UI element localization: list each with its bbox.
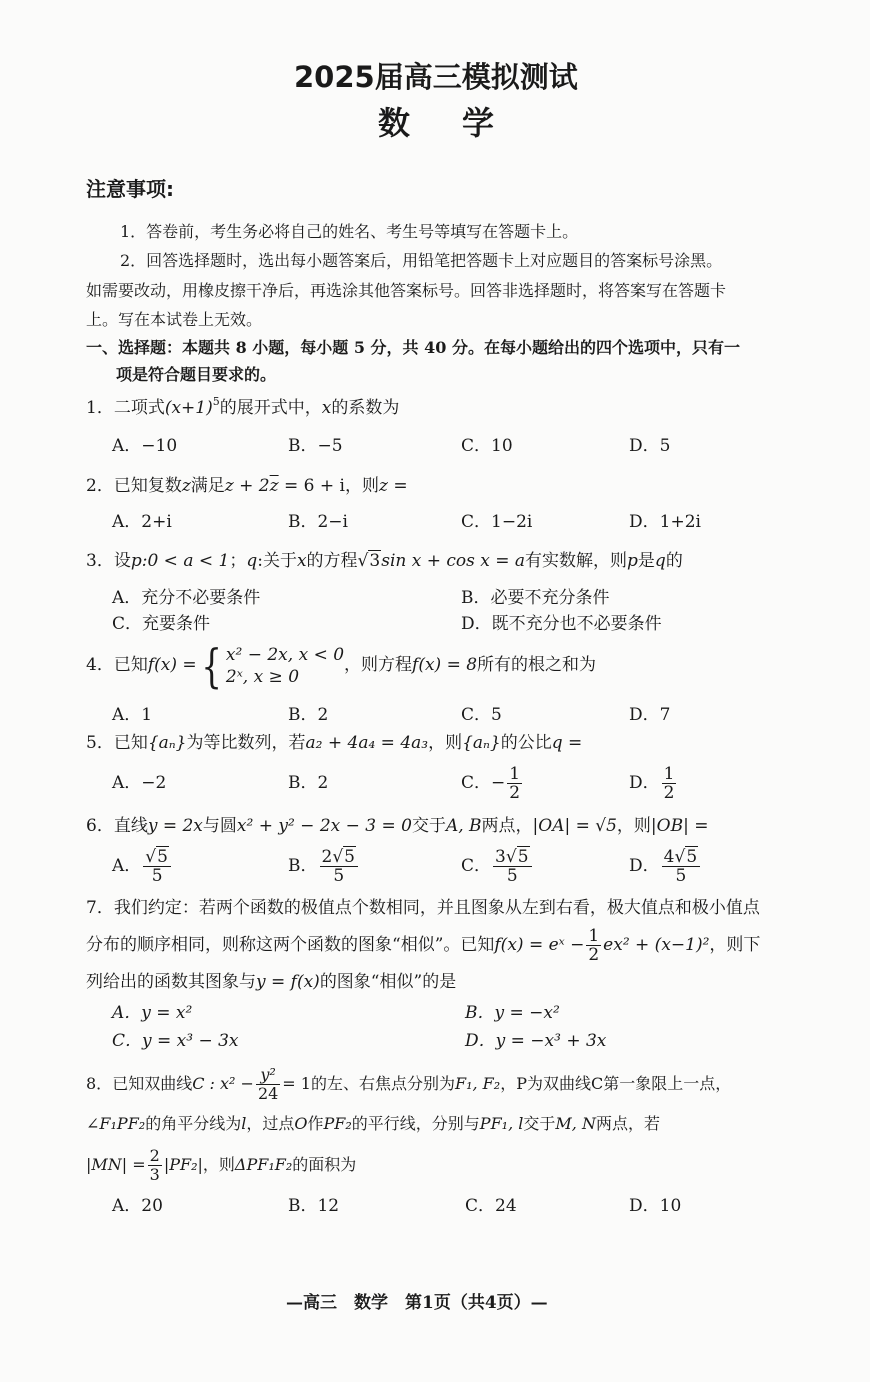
q6-mid3: 两点， bbox=[481, 816, 533, 836]
q4-fx: f(x) = bbox=[147, 655, 197, 675]
q2-option-a: A．2+i bbox=[112, 512, 172, 532]
q3-option-d: D．既不充分也不必要条件 bbox=[461, 614, 662, 634]
q6-circle: x² + y² − 2x − 3 = 0 bbox=[236, 816, 412, 836]
q8-l2-pf1: PF₁, l bbox=[479, 1114, 524, 1133]
q1-option-d: D．5 bbox=[629, 436, 671, 456]
q8-option-b: B．12 bbox=[288, 1196, 340, 1216]
q5-d-num: 1 bbox=[663, 764, 675, 784]
q4-option-c: C．5 bbox=[461, 705, 502, 725]
q2-expr-a: z + 2 bbox=[224, 476, 270, 496]
q2-var: z bbox=[181, 476, 191, 496]
notice-item-2-line1: 2．回答选择题时，选出每小题答案后，用铅笔把答题卡上对应题目的答案标号涂黑。 bbox=[120, 251, 723, 270]
q6-mid2: 交于 bbox=[411, 816, 446, 836]
q7-line2-post: ，则下 bbox=[709, 935, 761, 955]
q8-l2-mid4: 的平行线，分别与 bbox=[351, 1114, 480, 1133]
q2-mid: 满足 bbox=[190, 476, 225, 496]
q5-option-b: B．2 bbox=[288, 773, 329, 793]
question-7-line2 bbox=[86, 925, 760, 965]
q8-l3-mn: |MN| = bbox=[86, 1155, 146, 1174]
q5-mid: 为等比数列，若 bbox=[186, 733, 306, 753]
q6-number: 6． bbox=[86, 816, 114, 836]
q8-l3-tri: ΔPF₁F₂ bbox=[234, 1155, 293, 1174]
q4-eq: f(x) = 8 bbox=[412, 655, 478, 675]
q6-b-coef: 2 bbox=[321, 847, 333, 867]
q6-c-den: 5 bbox=[506, 866, 518, 886]
q8-l3-post: ，则 bbox=[202, 1155, 235, 1174]
q2-zbar: $\overline{z}$ bbox=[269, 476, 279, 496]
q6-a-den: 5 bbox=[151, 866, 163, 886]
q6-d-coef: 4 bbox=[663, 847, 675, 867]
q8-option-a: A．20 bbox=[112, 1196, 163, 1216]
q3-text6: 的 bbox=[665, 551, 683, 571]
q8-l2-o: O bbox=[294, 1114, 308, 1133]
question-8-line2 bbox=[86, 1114, 660, 1134]
q5-d-den: 2 bbox=[663, 783, 675, 803]
q2-option-b: B．2−i bbox=[288, 512, 348, 532]
exam-title: 2025届高三模拟测试 bbox=[294, 60, 578, 94]
q7-fx-post: ex² + (x−1)² bbox=[603, 935, 710, 955]
q5-post: 的公比 bbox=[500, 733, 552, 753]
q8-l1-c: C : x² − bbox=[192, 1074, 254, 1093]
q6-option-a bbox=[112, 846, 173, 886]
q3-text2: :关于 bbox=[257, 551, 297, 571]
q1-post: 的系数为 bbox=[331, 398, 400, 418]
q6-option-b bbox=[288, 846, 360, 886]
q6-d-rad: 5 bbox=[686, 847, 698, 867]
question-4 bbox=[86, 638, 597, 693]
q5-c-fraction bbox=[507, 765, 522, 802]
q5-mid2: ，则 bbox=[428, 733, 463, 753]
q8-l1-num: y² bbox=[256, 1066, 280, 1085]
q6-pre: 直线 bbox=[113, 816, 148, 836]
q6-d-den: 5 bbox=[675, 866, 687, 886]
q8-l2-mn: M, N bbox=[555, 1114, 596, 1133]
q2-number: 2． bbox=[86, 476, 114, 496]
q4-option-d: D．7 bbox=[629, 705, 671, 725]
question-7-line1 bbox=[86, 898, 760, 918]
q1-exp: 5 bbox=[212, 395, 220, 408]
q3-text1: 设 bbox=[113, 551, 131, 571]
q1-expr: (x+1) bbox=[164, 398, 213, 418]
q7-line3-eq: y = f(x) bbox=[256, 972, 320, 992]
q6-d-fraction bbox=[662, 848, 701, 885]
q5-c-num: 1 bbox=[509, 764, 521, 784]
question-5 bbox=[86, 733, 582, 753]
q7-number: 7． bbox=[86, 898, 114, 918]
q3-sep: ； bbox=[229, 551, 247, 571]
q2-expr-b: = 6 + i bbox=[278, 476, 345, 496]
q7-line2-pre: 分布的顺序相同，则称这两个函数的图象“相似”。已知 bbox=[86, 935, 495, 955]
q2-pre: 已知复数 bbox=[113, 476, 182, 496]
q6-c-fraction bbox=[493, 848, 532, 885]
q3-cond: :0 < a < 1 bbox=[141, 551, 230, 571]
q3-text4: 有实数解，则 bbox=[525, 551, 628, 571]
q8-l3-fraction bbox=[148, 1147, 162, 1184]
q7-line1: 我们约定：若两个函数的极值点个数相同，并且图象从左到右看，极大值点和极小值点 bbox=[113, 898, 760, 918]
q5-number: 5． bbox=[86, 733, 114, 753]
q6-option-d bbox=[629, 846, 702, 886]
q3-x: x bbox=[296, 551, 307, 571]
q1-pre: 二项式 bbox=[113, 398, 165, 418]
q5-option-a: A．−2 bbox=[112, 773, 167, 793]
q4-mid: ，则方程 bbox=[344, 655, 413, 675]
q5-seq: {aₙ} bbox=[147, 733, 187, 753]
q5-d-fraction bbox=[662, 765, 677, 802]
q6-oa: |OA| = √5 bbox=[532, 816, 617, 836]
q6-b-fraction bbox=[320, 848, 359, 885]
q8-l2-l: l bbox=[241, 1114, 247, 1133]
q6-post: ，则 bbox=[616, 816, 651, 836]
q3-p: p bbox=[130, 551, 142, 571]
q2-tail: z = bbox=[378, 476, 408, 496]
q2-option-d: D．1+2i bbox=[629, 512, 701, 532]
q7-option-c: C．y = x³ − 3x bbox=[112, 1031, 239, 1051]
q5-option-c bbox=[461, 763, 524, 803]
q7-option-b: B．y = −x² bbox=[465, 1003, 560, 1023]
q4-case-2: 2ˣ, x ≥ 0 bbox=[225, 666, 300, 687]
q8-l1-den: 24 bbox=[257, 1084, 279, 1103]
q1-var: x bbox=[321, 398, 332, 418]
q7-line3-pre: 列给出的函数其图象与 bbox=[86, 972, 256, 992]
q3-option-a: A．充分不必要条件 bbox=[112, 588, 261, 608]
q8-l2-mid5: 交于 bbox=[523, 1114, 556, 1133]
q6-b-num: 2√5 bbox=[320, 848, 359, 867]
q7-fx-num: 1 bbox=[588, 926, 600, 946]
q1-number: 1． bbox=[86, 398, 114, 418]
q4-post: 所有的根之和为 bbox=[477, 655, 597, 675]
q4-number: 4． bbox=[86, 655, 114, 675]
q8-l1-f: F₁, F₂ bbox=[454, 1074, 501, 1093]
q8-l3-tail: 的面积为 bbox=[292, 1155, 357, 1174]
q6-mid: 与圆 bbox=[202, 816, 237, 836]
q3-number: 3． bbox=[86, 551, 114, 571]
q4-brace: { bbox=[201, 638, 222, 693]
q8-l3-pf: |PF₂| bbox=[163, 1155, 203, 1174]
q7-fx-den: 2 bbox=[588, 945, 600, 965]
q8-l3-num: 2 bbox=[149, 1146, 160, 1165]
notice-heading: 注意事项: bbox=[86, 177, 174, 201]
q6-a-num: √5 bbox=[143, 848, 171, 867]
q3-eq: sin x + cos x = a bbox=[381, 551, 526, 571]
q3-sqrt: 3 bbox=[369, 551, 381, 571]
q3-option-b: B．必要不充分条件 bbox=[461, 588, 610, 608]
page-footer: —高三 数学 第1页（共4页）— bbox=[286, 1293, 548, 1313]
q7-option-d: D．y = −x³ + 3x bbox=[465, 1031, 607, 1051]
q3-option-c: C．充要条件 bbox=[112, 614, 211, 634]
q2-post: ，则 bbox=[344, 476, 379, 496]
q6-ob: |OB| = bbox=[650, 816, 709, 836]
q3-q: q bbox=[246, 551, 258, 571]
q1-mid: 的展开式中， bbox=[219, 398, 322, 418]
q6-c-coef: 3 bbox=[495, 847, 506, 867]
q3-q2: q bbox=[654, 551, 666, 571]
q2-option-c: C．1−2i bbox=[461, 512, 533, 532]
q6-c-rad: 5 bbox=[517, 847, 529, 867]
q6-a-rad: 5 bbox=[157, 847, 168, 867]
q5-eq: a₂ + 4a₄ = 4a₃ bbox=[305, 733, 429, 753]
q8-number: 8． bbox=[86, 1074, 113, 1093]
q4-option-b: B．2 bbox=[288, 705, 329, 725]
q4-pre: 已知 bbox=[113, 655, 148, 675]
q8-l2-mid: 的角平分线为 bbox=[145, 1114, 242, 1133]
q8-l2-mid2: ，过点 bbox=[246, 1114, 295, 1133]
q6-a-label: A． bbox=[112, 856, 142, 876]
q8-l1-post: = 1的左、右焦点分别为 bbox=[282, 1074, 455, 1093]
question-7-line3 bbox=[86, 972, 456, 992]
question-3: 3．设p:0 < a < 1；q:关于x的方程√3sin x + cos x = a有实数解，则p是q的 bbox=[86, 551, 683, 571]
question-8-line3 bbox=[86, 1145, 356, 1185]
question-2 bbox=[86, 476, 408, 496]
q7-fx-pre: f(x) = eˣ − bbox=[494, 935, 585, 955]
q5-c-den: 2 bbox=[509, 783, 521, 803]
q3-p2: p bbox=[627, 551, 638, 571]
notice-item-1: 1．答卷前，考生务必将自己的姓名、考生号等填写在答题卡上。 bbox=[120, 222, 579, 241]
q4-cases bbox=[226, 644, 344, 688]
section-heading-line1: 一、选择题：本题共 8 小题，每小题 5 分，共 40 分。在每小题给出的四个选项中，只有一 bbox=[86, 338, 740, 357]
q4-option-a: A．1 bbox=[112, 705, 153, 725]
question-1 bbox=[86, 395, 400, 418]
question-8-line1 bbox=[86, 1064, 731, 1104]
q8-l2-pf: PF₂ bbox=[323, 1114, 352, 1133]
q6-line: y = 2x bbox=[147, 816, 203, 836]
notice-item-2-line3: 上。写在本试卷上无效。 bbox=[86, 310, 263, 329]
q6-b-rad: 5 bbox=[344, 847, 355, 867]
q6-b-den: 5 bbox=[333, 866, 345, 886]
q1-option-b: B．−5 bbox=[288, 436, 343, 456]
q5-seq2: {aₙ} bbox=[462, 733, 501, 753]
q1-option-c: C．10 bbox=[461, 436, 513, 456]
q5-d-label: D． bbox=[629, 773, 660, 793]
q6-d-num: 4√5 bbox=[662, 848, 701, 867]
q6-c-label: C． bbox=[461, 856, 492, 876]
q8-l2-angle: ∠F₁PF₂ bbox=[86, 1114, 146, 1133]
q8-l1-pre: 已知双曲线 bbox=[112, 1074, 193, 1093]
q5-pre: 已知 bbox=[113, 733, 148, 753]
q7-fx-fraction bbox=[586, 927, 601, 964]
q6-pts: A, B bbox=[445, 816, 482, 836]
q5-option-d bbox=[629, 763, 678, 803]
q7-line3-post: 的图象“相似”的是 bbox=[319, 972, 457, 992]
q8-l2-post: 两点，若 bbox=[595, 1114, 660, 1133]
notice-item-2-line2: 如需要改动，用橡皮擦干净后，再选涂其他答案标号。回答非选择题时，将答案写在答题卡 bbox=[86, 281, 727, 300]
q8-l1-p: ，P为双曲线C第一象限上一点， bbox=[500, 1074, 732, 1093]
q8-l1-fraction bbox=[256, 1066, 280, 1103]
q8-option-c: C．24 bbox=[465, 1196, 517, 1216]
q4-case-1: x² − 2x, x < 0 bbox=[225, 644, 345, 665]
q3-text3: 的方程 bbox=[306, 551, 358, 571]
q5-qv: q = bbox=[551, 733, 583, 753]
subject-title: 数 学 bbox=[378, 104, 505, 142]
q8-l3-den: 3 bbox=[149, 1165, 160, 1184]
q6-d-label: D． bbox=[629, 856, 660, 876]
q6-c-num: 3√5 bbox=[493, 848, 532, 867]
question-6 bbox=[86, 816, 708, 836]
q3-text5: 是 bbox=[637, 551, 655, 571]
section-heading-line2: 项是符合题目要求的。 bbox=[116, 365, 277, 384]
q7-option-a: A．y = x² bbox=[112, 1003, 193, 1023]
q6-b-label: B． bbox=[288, 856, 318, 876]
q6-option-c bbox=[461, 846, 534, 886]
q1-option-a: A．−10 bbox=[112, 436, 178, 456]
q5-c-label: C．− bbox=[461, 773, 506, 793]
q8-option-d: D．10 bbox=[629, 1196, 682, 1216]
q6-a-fraction bbox=[143, 848, 171, 885]
q8-l2-mid3: 作 bbox=[307, 1114, 324, 1133]
